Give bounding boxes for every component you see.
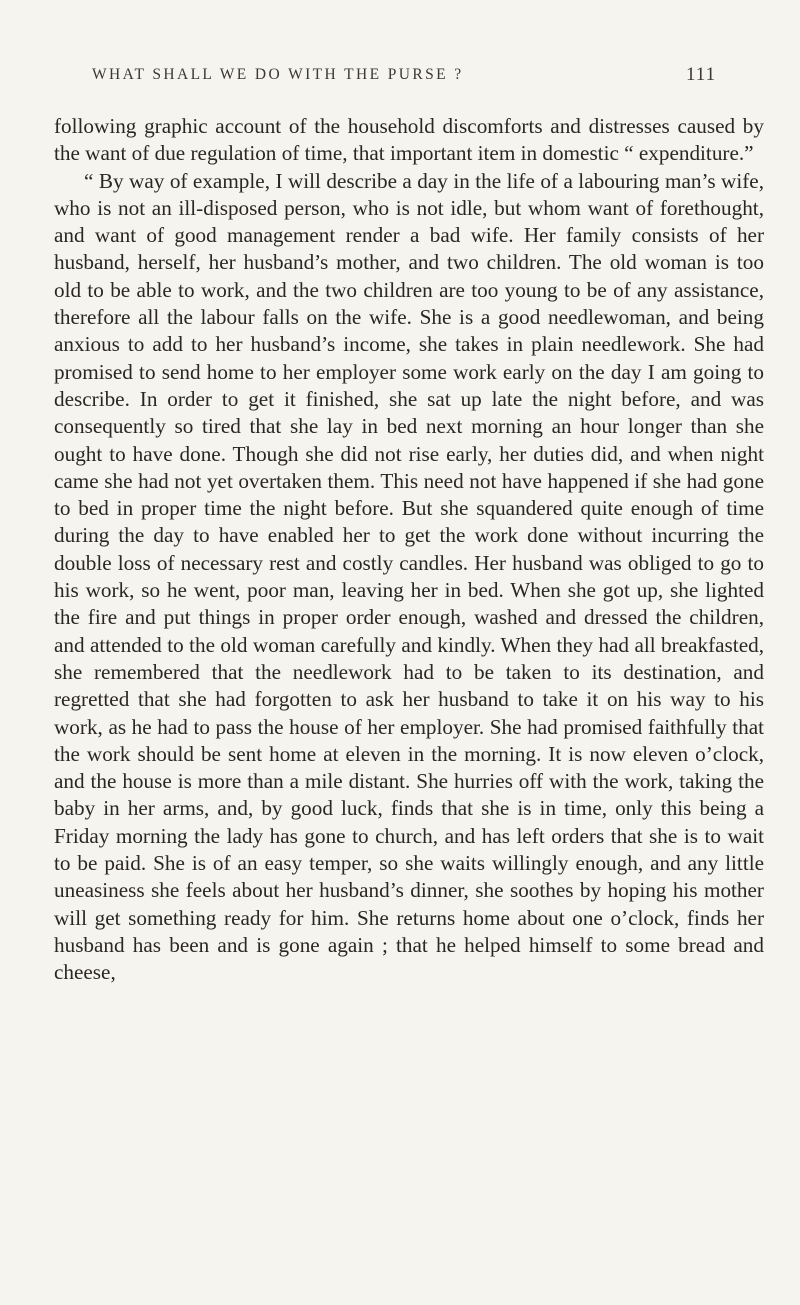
paragraph-example: “ By way of example, I will describe a day in the life of a labouring man’s wife, who is not an ill-disposed person, who is not idle, but whom want of forethought, and want of good management render a bad wife. Her family consists of her husband, herself, her husband’s mother, and two children. The old woman is too old to be able to work, and the two children are too young to be of any assistance, therefore all the labour falls on the wife. She is a good needlewoman, and being anxious to add to her husband’s income, she takes in plain needlework. She had promised to send home to her employer some work early on the day I am going to describe. In order to get it finished, she sat up late the night before, and was consequently so tired that she lay in bed next morning an hour longer than she ought to have done. Though she did not rise early, her duties did, and when night came she had not yet overtaken them. This need not have happened if she had gone to bed in proper time the night before. But she squandered quite enough of time during the day to have enabled her to get the work done without incurring the double loss of necessary rest and costly candles. Her husband was obliged to go to his work, so he went, poor man, leaving her in bed. When she got up, she lighted the fire and put things in proper order enough, washed and dressed the children, and attended to the old woman carefully and kindly. When they had all breakfasted, she remembered that the needlework had to be taken to its destination, and regretted that she had forgotten to ask her husband to take it on his way to his work, as he had to pass the house of her employer. She had promised faithfully that the work should be sent home at eleven in the morning. It is now eleven o’clock, and the house is more than a mile distant. She hurries off with the work, taking the baby in her arms, and, by good luck, finds that she is in time, only this being a Friday morning the lady has gone to church, and has left orders that she is to wait to be paid. She is of an easy temper, so she waits willingly enough, and any little uneasiness she feels about her husband’s dinner, she soothes by hoping his mother will get something ready for him. She returns home about one o’clock, finds her husband has been and is gone again ; that he helped himself to some bread and cheese, <box>54 168 764 985</box>
page-number: 111 <box>686 64 717 85</box>
paragraph-continuation: following graphic account of the household discomforts and distresses caused by the want of due regulation of time, that important item in domestic “ expenditure.” <box>54 114 764 166</box>
body-text <box>54 113 764 987</box>
running-title: WHAT SHALL WE DO WITH THE PURSE ? <box>92 66 464 83</box>
page-header <box>0 50 800 85</box>
